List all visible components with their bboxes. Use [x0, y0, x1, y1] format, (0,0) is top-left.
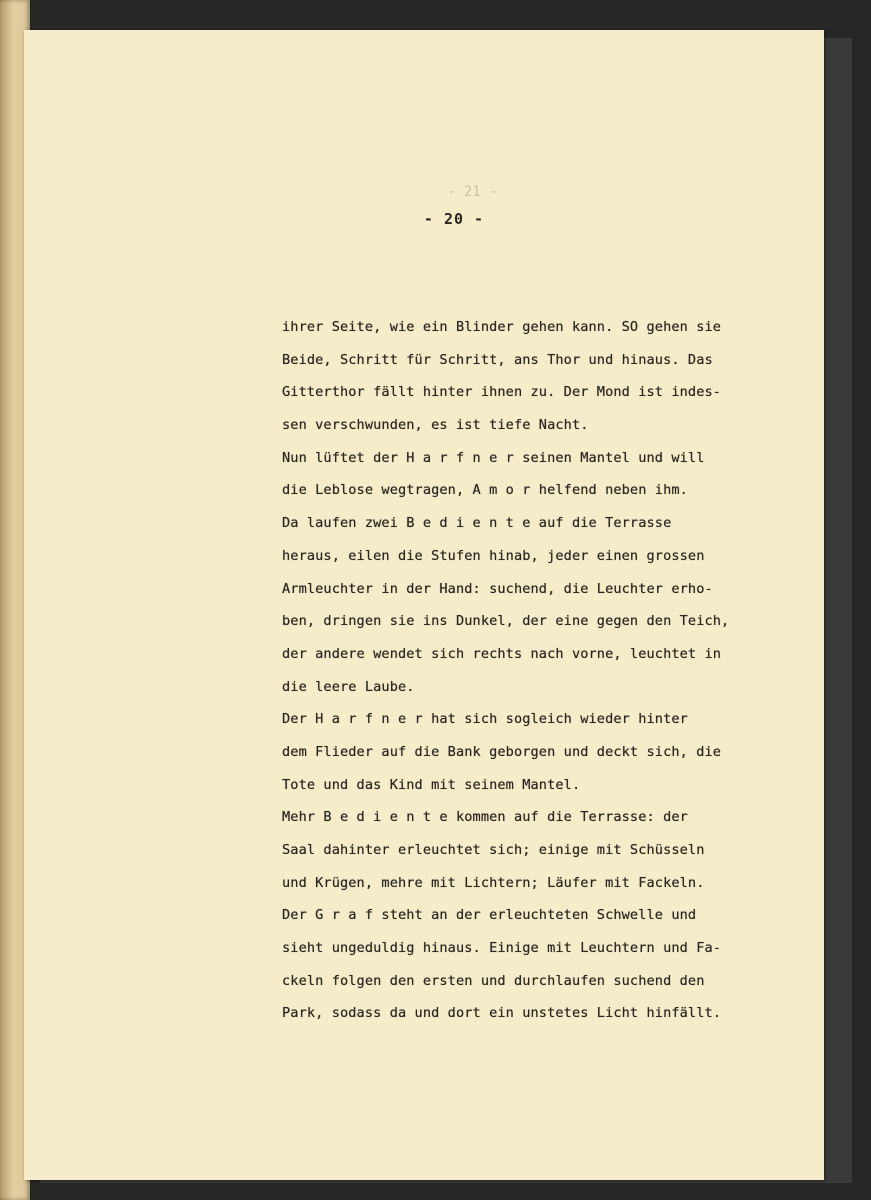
text-line: Mehr B e d i e n t e kommen auf die Terrasse: der — [282, 809, 688, 826]
text-line: Tote und das Kind mit seinem Mantel. — [282, 776, 581, 793]
typed-text-block — [282, 311, 802, 1030]
text-line: Park, sodass da und dort ein unstetes Licht hinfällt. — [282, 1005, 722, 1022]
text-line: sieht ungeduldig hinaus. Einige mit Leuchtern und Fa- — [282, 940, 722, 957]
text-line: sen verschwunden, es ist tiefe Nacht. — [282, 417, 589, 434]
text-line: Gitterthor fällt hinter ihnen zu. Der Mond ist indes- — [282, 384, 722, 401]
text-line: die Leblose wegtragen, A m o r helfend neben ihm. — [282, 482, 688, 499]
text-line: ben, dringen sie ins Dunkel, der eine gegen den Teich, — [282, 613, 730, 630]
text-line: ckeln folgen den ersten und durchlaufen suchend den — [282, 972, 705, 989]
text-line: Der G r a f steht an der erleuchteten Schwelle und — [282, 907, 697, 924]
text-line: Der H a r f n e r hat sich sogleich wieder hinter — [282, 711, 688, 728]
text-line: Beide, Schritt für Schritt, ans Thor und hinaus. Das — [282, 351, 713, 368]
text-line: die leere Laube. — [282, 678, 415, 695]
text-line: Da laufen zwei B e d i e n t e auf die Terrasse — [282, 515, 672, 532]
show-through-folio: - 21 - — [447, 184, 498, 200]
text-line: heraus, eilen die Stufen hinab, jeder einen grossen — [282, 547, 705, 564]
text-line: Armleuchter in der Hand: suchend, die Leuchter erho- — [282, 580, 713, 597]
page-number: - 20 - — [423, 210, 485, 228]
text-line: ihrer Seite, wie ein Blinder gehen kann. SO gehen sie — [282, 319, 722, 335]
text-line: der andere wendet sich rechts nach vorne, leuchtet in — [282, 645, 722, 662]
text-line: Saal dahinter erleuchtet sich; einige mit Schüsseln — [282, 842, 705, 858]
text-line: dem Flieder auf die Bank geborgen und deckt sich, die — [282, 743, 722, 760]
text-line: und Krügen, mehre mit Lichtern; Läufer mit Fackeln. — [282, 874, 705, 891]
text-line: Nun lüftet der H a r f n e r seinen Mantel und will — [282, 449, 705, 466]
document-page — [24, 30, 824, 1180]
